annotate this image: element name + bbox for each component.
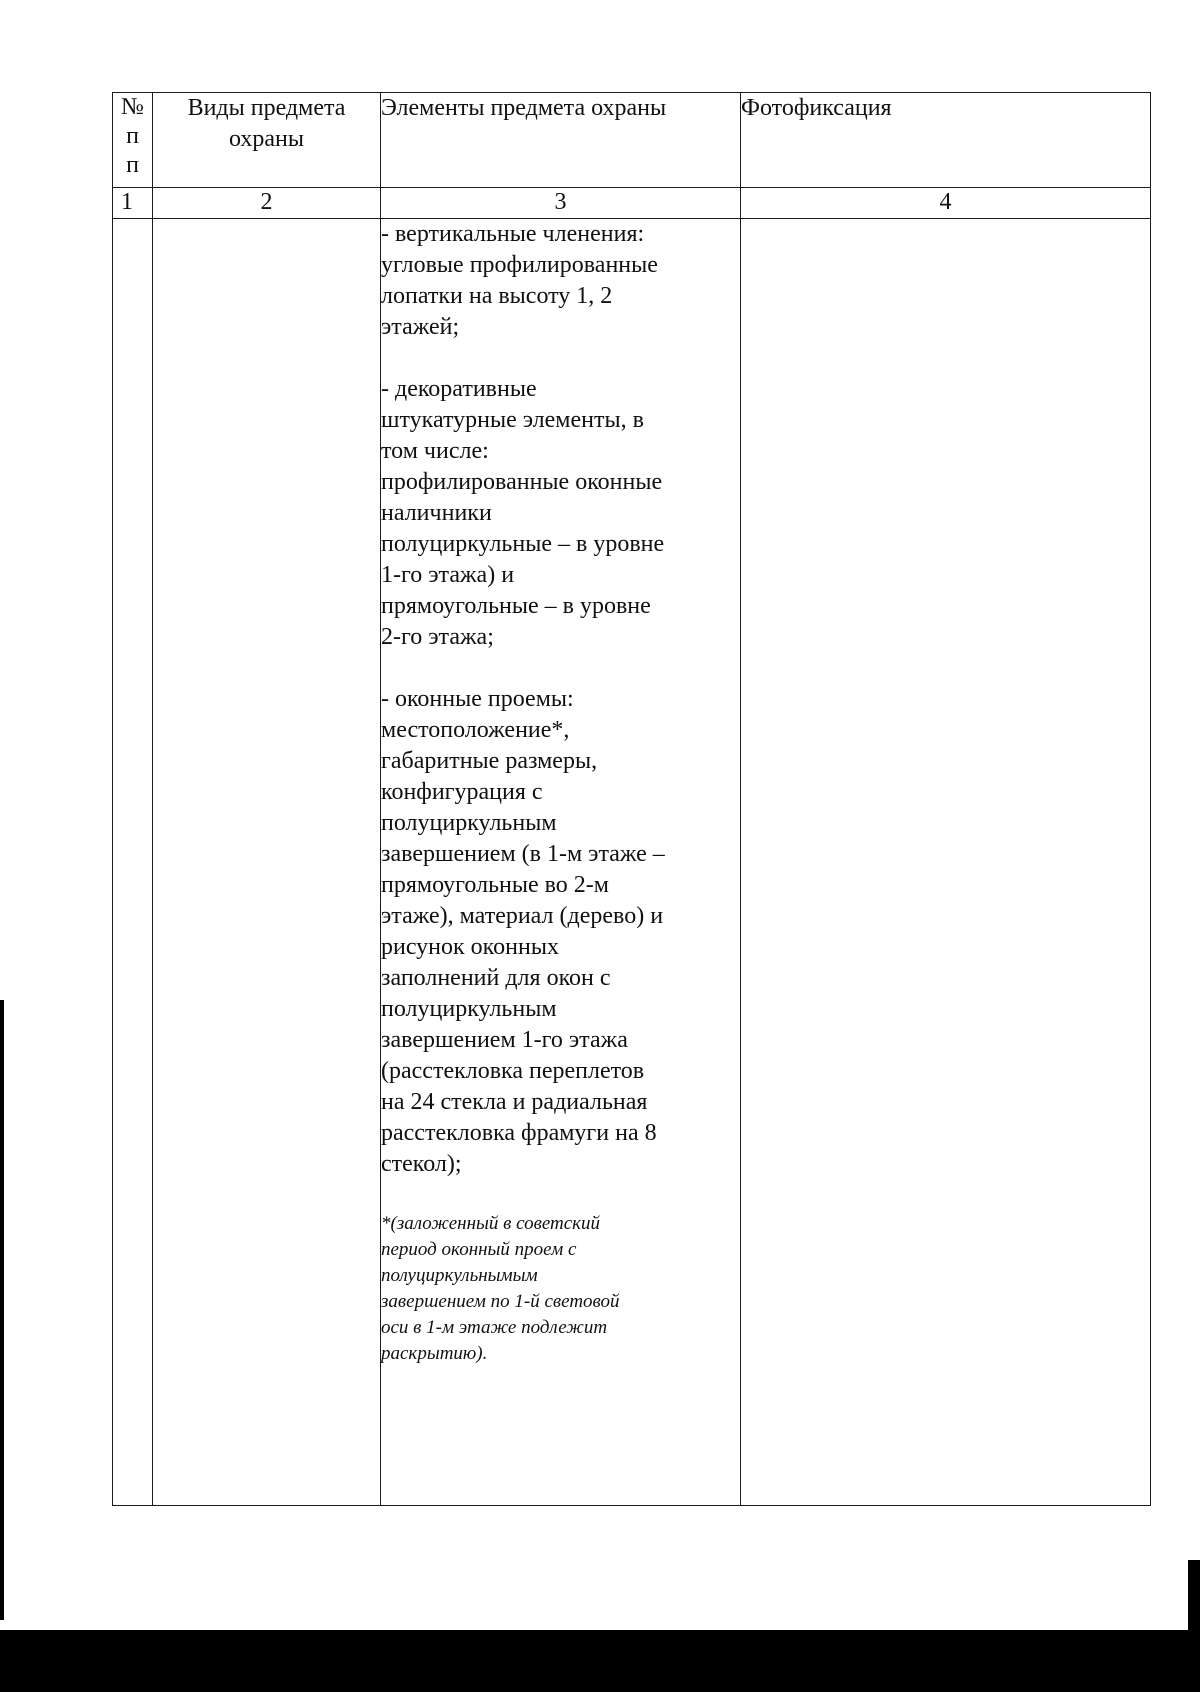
protection-subject-table	[112, 92, 1151, 1506]
table-header-row	[113, 93, 1151, 188]
header-number-line: п	[126, 123, 139, 149]
element-line: лопатки на высоту 1, 2	[381, 283, 613, 309]
element-line: наличники	[381, 500, 492, 526]
element-line: полуциркульным	[381, 996, 557, 1022]
element-line: завершением 1-го этажа	[381, 1027, 628, 1053]
element-line: прямоугольные во 2-м	[381, 872, 609, 898]
element-line: (расстекловка переплетов	[381, 1058, 645, 1084]
scan-band-bottom	[0, 1630, 1200, 1692]
element-line: прямоугольные – в уровне	[381, 593, 651, 619]
element-line: - оконные проемы:	[381, 686, 574, 712]
element-line: этажей;	[381, 314, 460, 340]
scan-band-right	[1188, 1560, 1200, 1640]
column-index-row	[113, 188, 1151, 219]
element-line: полуциркульным	[381, 810, 557, 836]
header-kinds-line: охраны	[228, 126, 305, 152]
header-number	[113, 93, 153, 188]
element-line: профилированные оконные	[381, 469, 663, 495]
element-line: на 24 стекла и радиальная	[381, 1089, 648, 1115]
header-photo: Фотофиксация	[741, 93, 1151, 188]
kinds-cell	[153, 219, 381, 1506]
footnote-line: полуциркульнымым	[381, 1265, 538, 1286]
element-line: расстекловка фрамуги на 8	[381, 1120, 657, 1146]
element-line: - вертикальные членения:	[381, 221, 645, 247]
footnote-line: *(заложенный в советский	[381, 1213, 601, 1234]
elements-cell	[381, 219, 741, 1506]
element-line: этаже), материал (дерево) и	[381, 903, 664, 929]
element-line: рисунок оконных	[381, 934, 559, 960]
number-cell	[113, 219, 153, 1506]
element-line: заполнений для окон с	[381, 965, 611, 991]
column-index: 4	[741, 188, 1151, 219]
header-kinds-line: Виды предмета	[187, 95, 346, 121]
element-line: полуциркульные – в уровне	[381, 531, 665, 557]
element-line: завершением (в 1-м этаже –	[381, 841, 665, 867]
column-index: 3	[381, 188, 741, 219]
element-line: 2-го этажа;	[381, 624, 494, 650]
header-elements: Элементы предмета охраны	[381, 93, 741, 188]
element-line: - декоративные	[381, 376, 537, 402]
column-index: 2	[153, 188, 381, 219]
element-line: местоположение*,	[381, 717, 570, 743]
element-line: штукатурные элементы, в	[381, 407, 644, 433]
element-line: конфигурация с	[381, 779, 543, 805]
element-line: 1-го этажа) и	[381, 562, 515, 588]
footnote-line: оси в 1-м этаже подлежит	[381, 1317, 608, 1338]
element-paragraph	[381, 219, 740, 343]
elements-list	[381, 219, 740, 1180]
footnote	[381, 1211, 740, 1367]
element-line: угловые профилированные	[381, 252, 658, 278]
element-paragraph	[381, 374, 740, 653]
header-kinds	[153, 93, 381, 188]
table-row	[113, 219, 1151, 1506]
footnote-line: завершением по 1-й световой	[381, 1291, 620, 1312]
header-number-line: №	[121, 94, 144, 120]
header-number-line: п	[126, 152, 139, 178]
scan-edge-left	[0, 1000, 4, 1620]
element-line: стекол);	[381, 1151, 462, 1177]
element-line: том числе:	[381, 438, 489, 464]
footnote-line: раскрытию).	[381, 1343, 488, 1364]
element-line: габаритные размеры,	[381, 748, 598, 774]
photo-cell	[741, 219, 1151, 1506]
element-paragraph	[381, 684, 740, 1180]
footnote-line: период оконный проем с	[381, 1239, 577, 1260]
column-index: 1	[113, 188, 153, 219]
